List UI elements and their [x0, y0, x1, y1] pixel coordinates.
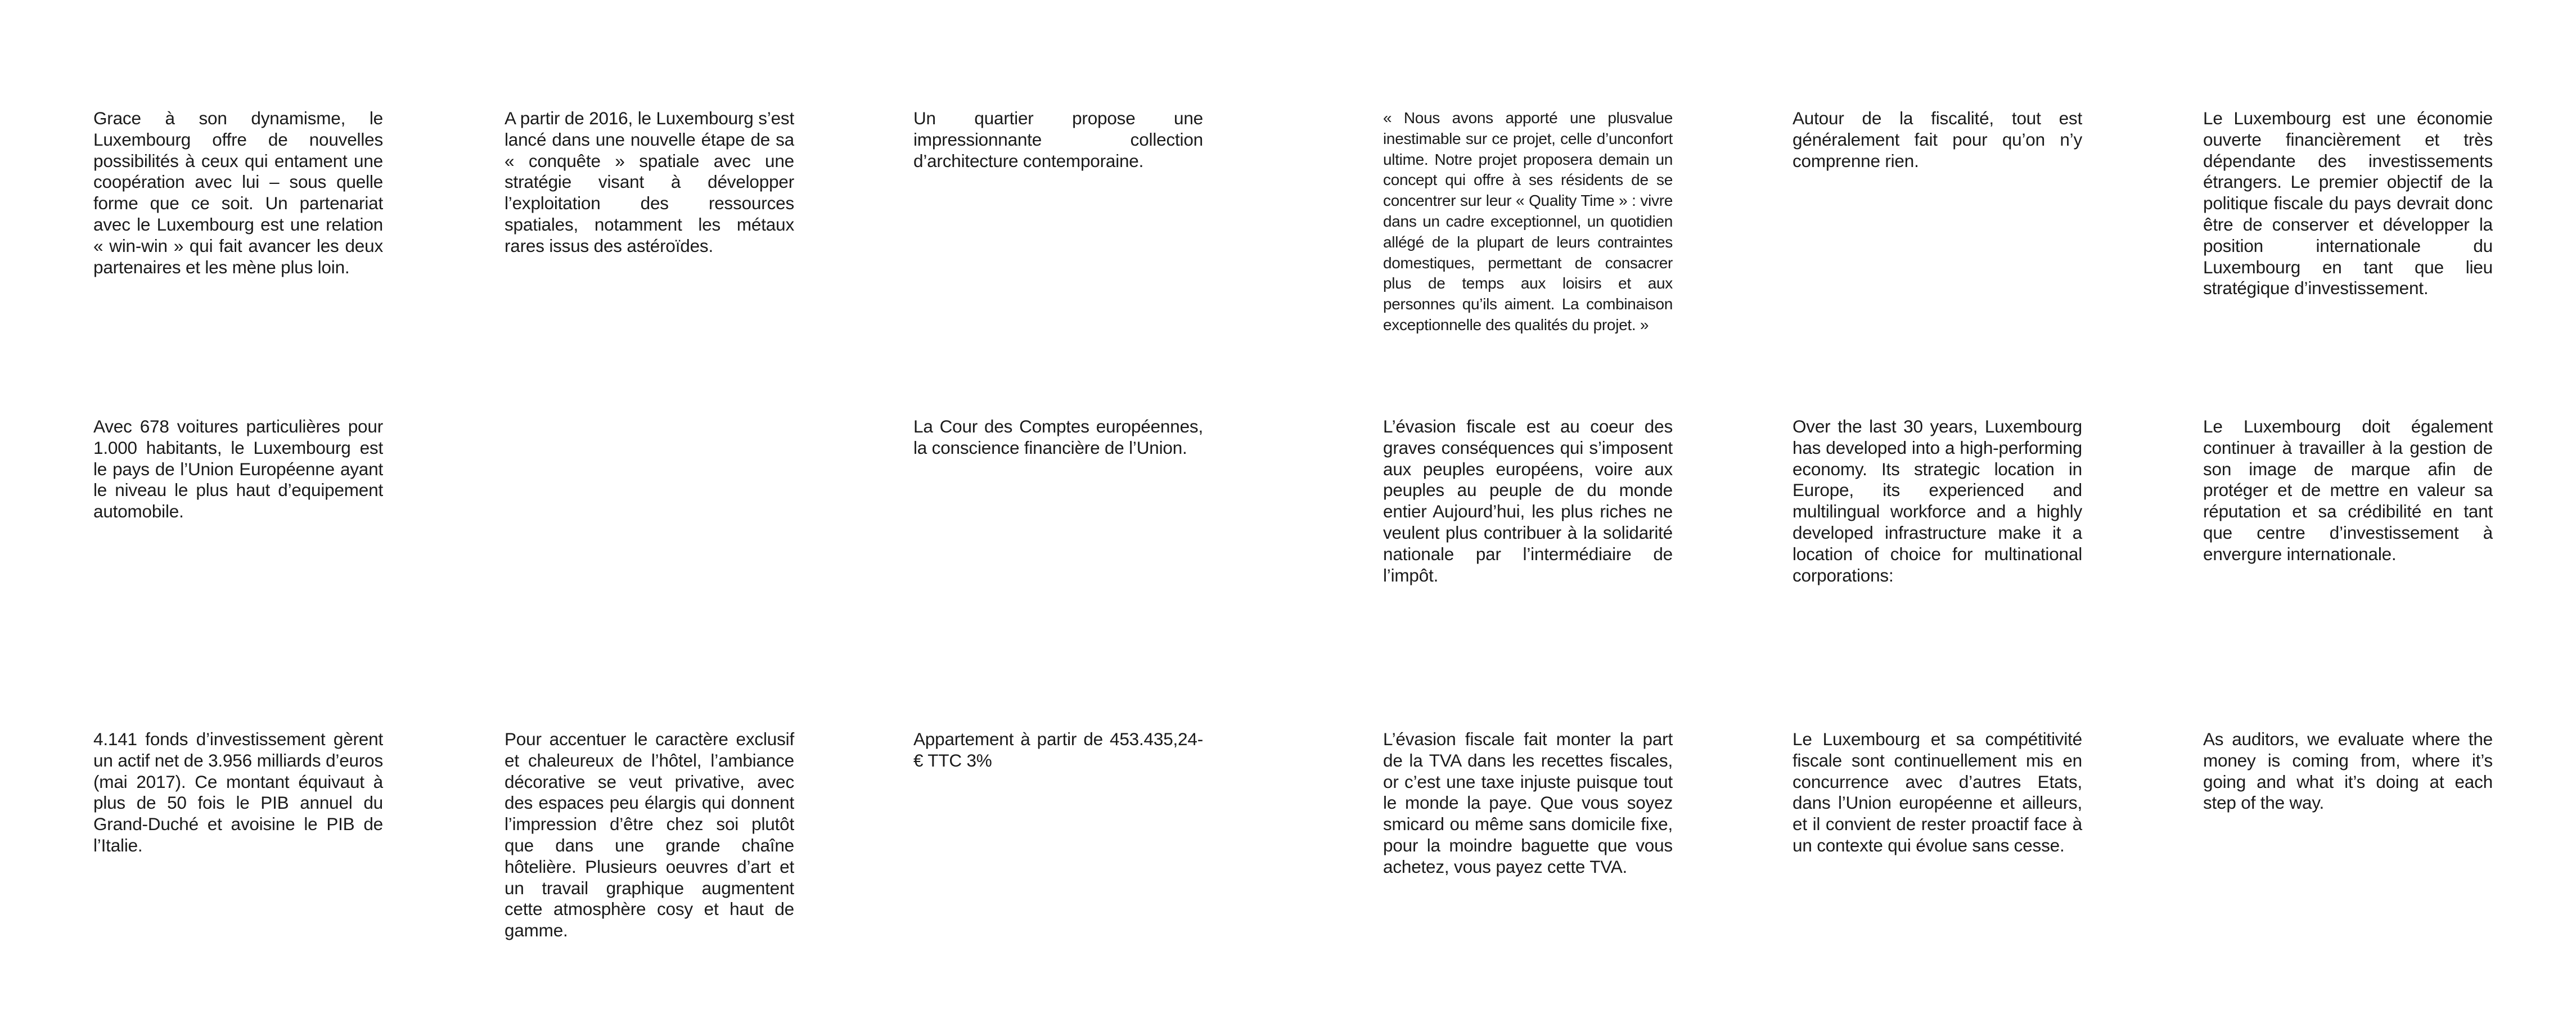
text-block-r3c2: Pour accentuer le caractère exclusif et chaleureux de l’hôtel, l’ambiance décorative se veut privative, avec des espaces peu élargis qui donnent l’impression d’être chez soi plutôt que dans une grande chaîne hôtelière. Plusieurs oeuvres d’art et un travail graphique augmentent cette atmosphère cosy et haut de gamme.	[505, 729, 794, 941]
text-block-r3c6: As auditors, we evaluate where the money is coming from, where it’s going and what it’s doing at each step of the way.	[2203, 729, 2493, 813]
text-block-r1c2: A partir de 2016, le Luxembourg s’est lancé dans une nouvelle étape de sa « conquête » spatiale avec une stratégie visant à développer l’exploitation des ressources spatiales, notamment les métaux rares issus des astéroïdes.	[505, 108, 794, 256]
text-block-r3c1: 4.141 fonds d’investissement gèrent un actif net de 3.956 milliards d’euros (mai 2017). Ce montant équivaut à plus de 50 fois le PIB annuel du Grand-Duché et avoisine le PIB de l’Italie.	[93, 729, 383, 855]
text-block-r1c1: Grace à son dynamisme, le Luxembourg offre de nouvelles possibilités à ceux qui entament une coopération avec lui – sous quelle forme que ce soit. Un partenariat avec le Luxembourg est une relation « win-win » qui fait avancer les deux partenaires et les mène plus loin.	[93, 108, 383, 277]
text-block-r1c5: Autour de la fiscalité, tout est généralement fait pour qu’on n’y comprenne rien.	[1793, 108, 2082, 171]
text-block-r2c4: L’évasion fiscale est au coeur des graves conséquences qui s’imposent aux peuples européens, voire aux peuples au peuple de du monde entier Aujourd’hui, les plus riches ne veulent plus contribuer à la solidarité nationale par l’intermédiaire de l’impôt.	[1383, 416, 1673, 585]
text-block-r2c6: Le Luxembourg doit également continuer à travailler à la gestion de son image de marque afin de protéger et de mettre en valeur sa réputation et sa crédibilité en tant que centre d’investissement à envergure internationale.	[2203, 416, 2493, 564]
text-block-r2c5: Over the last 30 years, Luxembourg has developed into a high-performing economy. Its strategic location in Europe, its experienced and multilingual workforce and a highly developed infrastructure make it a location of choice for multinational corporations:	[1793, 416, 2082, 585]
text-block-r3c3: Appartement à partir de 453.435,24-€ TTC 3%	[913, 729, 1203, 770]
quote-block-r1c4: « Nous avons apporté une plusvalue inestimable sur ce projet, celle d’unconfort ultime. Notre projet proposera demain un concept qui offre à ses résidents de se concentrer sur leur « Quality Time » : vivre dans un cadre exceptionnel, un quotidien allégé de la plupart de leurs contraintes domestiques, permettant de consacrer plus de temps aux loisirs et aux personnes qu’ils aiment. La combinaison exceptionnelle des qualités du projet. »	[1383, 109, 1673, 334]
text-block-r1c3: Un quartier propose une impressionnante collection d’architecture contemporaine.	[913, 108, 1203, 171]
text-block-r3c4: L’évasion fiscale fait monter la part de la TVA dans les recettes fiscales, or c’est une taxe injuste puisque tout le monde la paye. Que vous soyez smicard ou même sans domicile fixe, pour la moindre baguette que vous achetez, vous payez cette TVA.	[1383, 729, 1673, 877]
text-block-r1c6: Le Luxembourg est une économie ouverte financièrement et très dépendante des investissements étrangers. Le premier objectif de la politique fiscale du pays devrait donc être de conserver et développer la position internationale du Luxembourg en tant que lieu stratégique d’investissement.	[2203, 108, 2493, 299]
text-block-r2c3: La Cour des Comptes européennes, la conscience financière de l’Union.	[913, 416, 1203, 458]
text-block-r3c5: Le Luxembourg et sa compétitivité fiscale sont continuellement mis en concurrence avec d’autres Etats, dans l’Union européenne et ailleurs, et il convient de rester proactif face à un contexte qui évolue sans cesse.	[1793, 729, 2082, 855]
text-block-r2c1: Avec 678 voitures particulières pour 1.000 habitants, le Luxembourg est le pays de l’Union Européenne ayant le niveau le plus haut d’equipement automobile.	[93, 416, 383, 522]
